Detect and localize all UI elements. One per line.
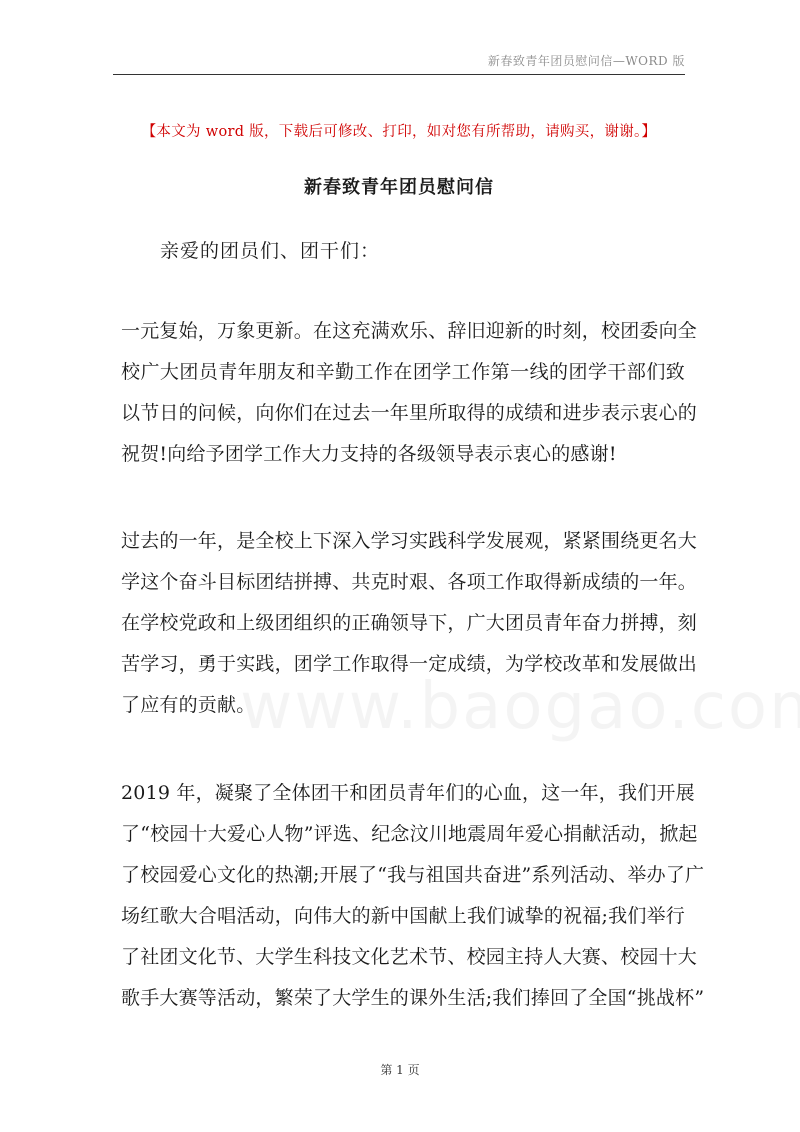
paragraph-line: 了校园爱心文化的热潮;开展了“我与祖国共奋进”系列活动、举办了广	[121, 864, 705, 886]
running-header: 新春致青年团员慰问信—WORD 版	[487, 54, 685, 68]
download-notice: 【本文为 word 版，下载后可修改、打印，如对您有所帮助，请购买，谢谢。】	[141, 124, 657, 140]
paragraph-3	[121, 773, 705, 1019]
header-divider	[113, 74, 685, 75]
paragraph-line: 校广大团员青年朋友和辛勤工作在团学工作第一线的团学干部们致	[121, 361, 685, 383]
document-title: 新春致青年团员慰问信	[304, 177, 494, 198]
paragraph-line: 祝贺!向给予团学工作大力支持的各级领导表示衷心的感谢!	[121, 443, 617, 465]
paragraph-1	[121, 311, 698, 475]
paragraph-line: 了应有的贡献。	[121, 694, 256, 716]
paragraph-line: 2019 年，凝聚了全体团干和团员青年们的心血，这一年，我们开展	[121, 782, 695, 804]
paragraph-line: 了社团文化节、大学生科技文化艺术节、校园主持人大赛、校园十大	[121, 946, 698, 968]
paragraph-line: 学这个奋斗目标团结拼搏、共克时艰、各项工作取得新成绩的一年。	[121, 571, 698, 593]
paragraph-line: 一元复始，万象更新。在这充满欢乐、辞旧迎新的时刻，校团委向全	[121, 320, 698, 342]
paragraph-line: 了“校园十大爱心人物”评选、纪念汶川地震周年爱心捐献活动，掀起	[121, 823, 698, 845]
paragraph-line: 苦学习，勇于实践，团学工作取得一定成绩，为学校改革和发展做出	[121, 653, 698, 675]
paragraph-line: 场红歌大合唱活动，向伟大的新中国献上我们诚挚的祝福;我们举行	[121, 905, 685, 927]
paragraph-2	[121, 521, 698, 726]
paragraph-line: 以节日的问候，向你们在过去一年里所取得的成绩和进步表示衷心的	[121, 402, 698, 424]
page-number: 第 1 页	[380, 1063, 420, 1077]
salutation: 亲爱的团员们、团干们：	[160, 240, 381, 262]
paragraph-line: 歌手大赛等活动，繁荣了大学生的课外生活;我们捧回了全国“挑战杯”	[121, 987, 705, 1009]
paragraph-line: 过去的一年，是全校上下深入学习实践科学发展观，紧紧围绕更名大	[121, 530, 698, 552]
paragraph-line: 在学校党政和上级团组织的正确领导下，广大团员青年奋力拼搏，刻	[121, 612, 698, 634]
